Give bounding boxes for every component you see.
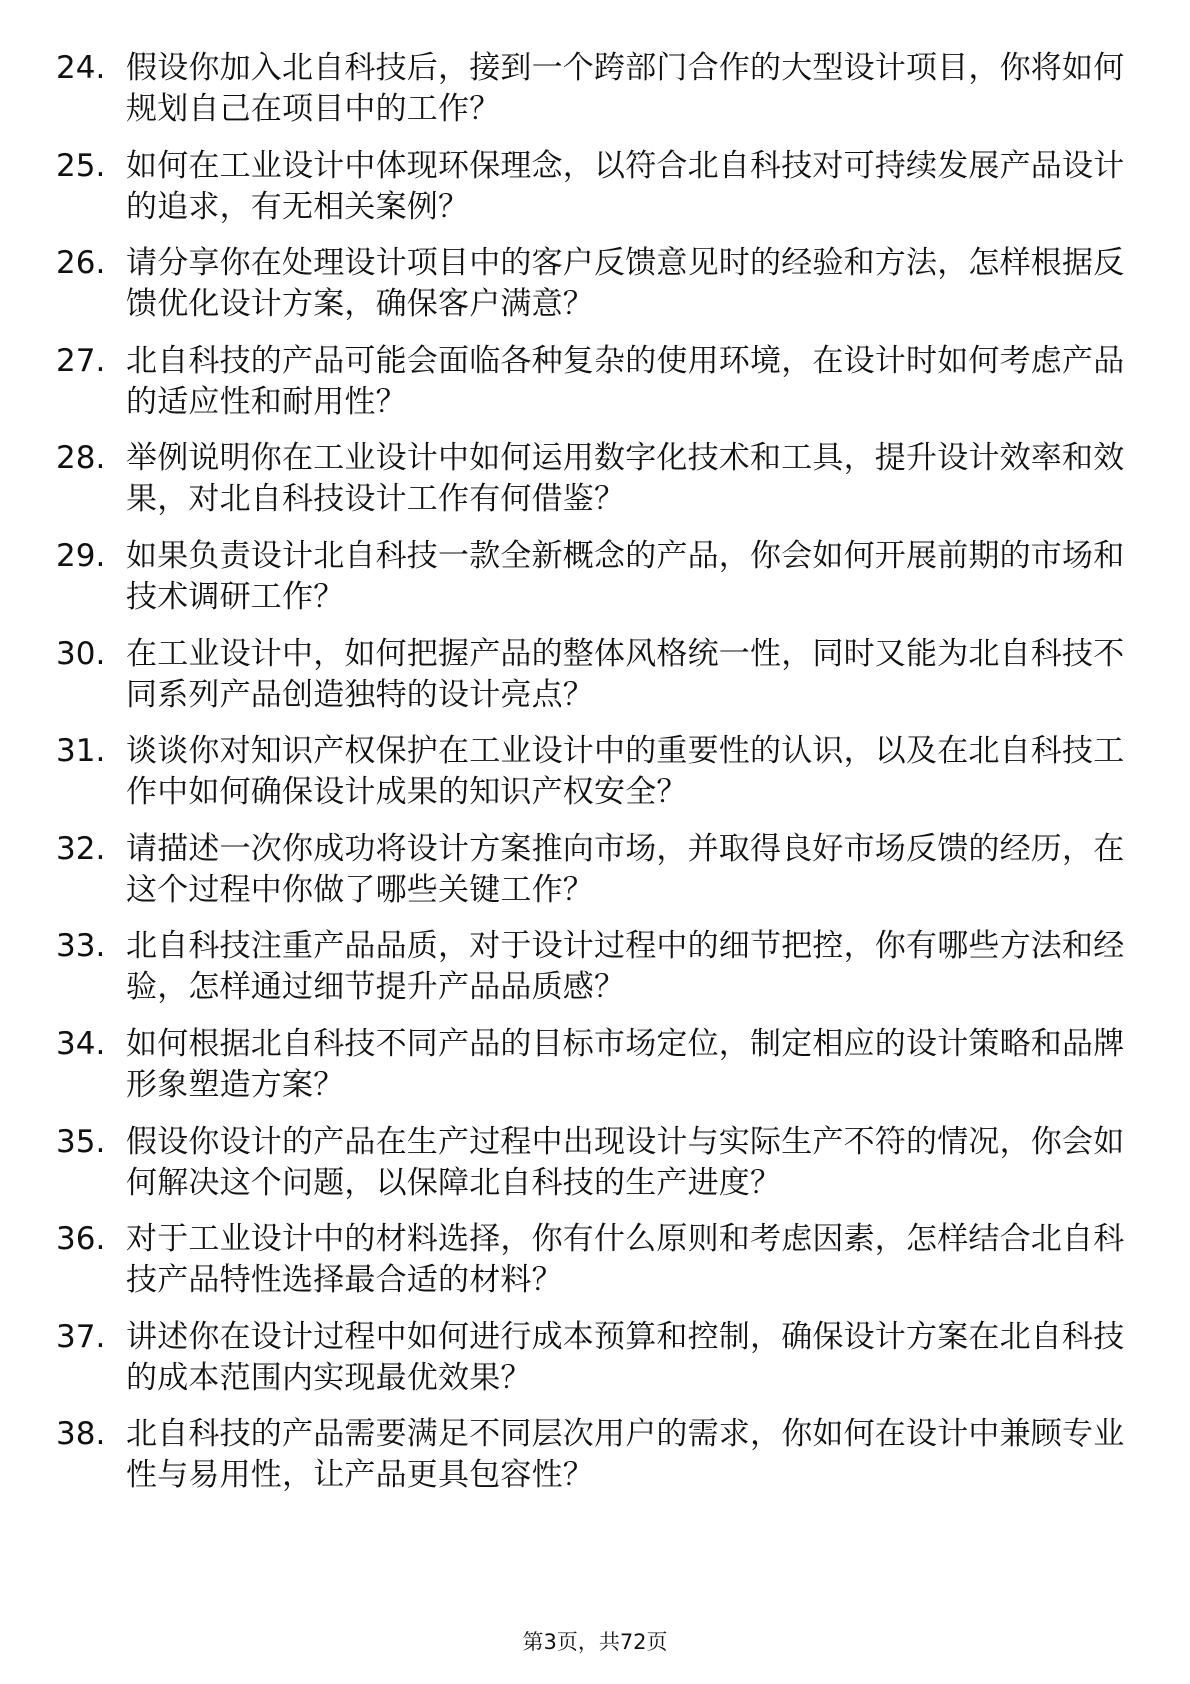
question-text: 举例说明你在工业设计中如何运用数字化技术和工具，提升设计效率和效果，对北自科技设计工作有何借鉴？ bbox=[126, 440, 1125, 518]
question-number: 27. bbox=[56, 342, 106, 379]
question-text: 讲述你在设计过程中如何进行成本预算和控制，确保设计方案在北自科技的成本范围内实现最优效果？ bbox=[126, 1318, 1125, 1396]
question-number: 25. bbox=[56, 147, 106, 184]
question-item bbox=[56, 48, 1126, 130]
question-text: 假设你加入北自科技后，接到一个跨部门合作的大型设计项目，你将如何规划自己在项目中的工作？ bbox=[126, 50, 1125, 127]
page-footer bbox=[0, 1628, 1190, 1656]
question-text: 假设你设计的产品在生产过程中出现设计与实际生产不符的情况，你会如何解决这个问题，以保障北自科技的生产进度？ bbox=[126, 1123, 1125, 1201]
question-item bbox=[56, 1024, 1126, 1106]
question-text: 在工业设计中，如何把握产品的整体风格统一性，同时又能为北自科技不同系列产品创造独特的设计亮点？ bbox=[126, 635, 1125, 713]
question-item bbox=[56, 536, 1126, 618]
question-item bbox=[56, 243, 1126, 325]
question-number: 36. bbox=[56, 1221, 106, 1258]
question-number: 34. bbox=[56, 1025, 106, 1062]
question-item bbox=[56, 1122, 1126, 1204]
question-item bbox=[56, 1414, 1126, 1496]
question-item bbox=[56, 731, 1126, 813]
question-number: 26. bbox=[56, 245, 106, 282]
question-list bbox=[56, 48, 1126, 1512]
question-text: 请分享你在处理设计项目中的客户反馈意见时的经验和方法，怎样根据反馈优化设计方案，确保客户满意？ bbox=[126, 245, 1125, 323]
question-number: 30. bbox=[56, 635, 106, 672]
question-text: 如果负责设计北自科技一款全新概念的产品，你会如何开展前期的市场和技术调研工作？ bbox=[126, 537, 1125, 615]
question-text: 北自科技注重产品品质，对于设计过程中的细节把控，你有哪些方法和经验，怎样通过细节提升产品品质感？ bbox=[126, 928, 1125, 1006]
question-number: 31. bbox=[56, 733, 106, 770]
question-item bbox=[56, 1317, 1126, 1399]
question-item bbox=[56, 829, 1126, 911]
question-item bbox=[56, 146, 1126, 228]
question-text: 请描述一次你成功将设计方案推向市场，并取得良好市场反馈的经历，在这个过程中你做了哪些关键工作？ bbox=[126, 830, 1125, 908]
question-number: 35. bbox=[56, 1123, 106, 1160]
question-number: 32. bbox=[56, 830, 106, 867]
question-text: 对于工业设计中的材料选择，你有什么原则和考虑因素，怎样结合北自科技产品特性选择最合适的材料？ bbox=[126, 1221, 1125, 1299]
question-text: 北自科技的产品可能会面临各种复杂的使用环境，在设计时如何考虑产品的适应性和耐用性？ bbox=[126, 342, 1125, 420]
question-text: 北自科技的产品需要满足不同层次用户的需求，你如何在设计中兼顾专业性与易用性，让产品更具包容性？ bbox=[126, 1416, 1125, 1494]
question-number: 33. bbox=[56, 928, 106, 965]
question-number: 24. bbox=[56, 50, 106, 86]
question-number: 38. bbox=[56, 1416, 106, 1453]
question-text: 如何根据北自科技不同产品的目标市场定位，制定相应的设计策略和品牌形象塑造方案？ bbox=[126, 1025, 1125, 1103]
page-number-label: 第3页，共72页 bbox=[522, 1630, 668, 1654]
question-item bbox=[56, 438, 1126, 520]
question-item bbox=[56, 634, 1126, 716]
question-number: 37. bbox=[56, 1318, 106, 1355]
question-number: 28. bbox=[56, 440, 106, 477]
question-item bbox=[56, 341, 1126, 423]
question-item bbox=[56, 1219, 1126, 1301]
question-item bbox=[56, 926, 1126, 1008]
question-number: 29. bbox=[56, 537, 106, 574]
question-text: 谈谈你对知识产权保护在工业设计中的重要性的认识，以及在北自科技工作中如何确保设计成果的知识产权安全？ bbox=[126, 733, 1125, 811]
question-text: 如何在工业设计中体现环保理念，以符合北自科技对可持续发展产品设计的追求，有无相关案例？ bbox=[126, 147, 1125, 225]
